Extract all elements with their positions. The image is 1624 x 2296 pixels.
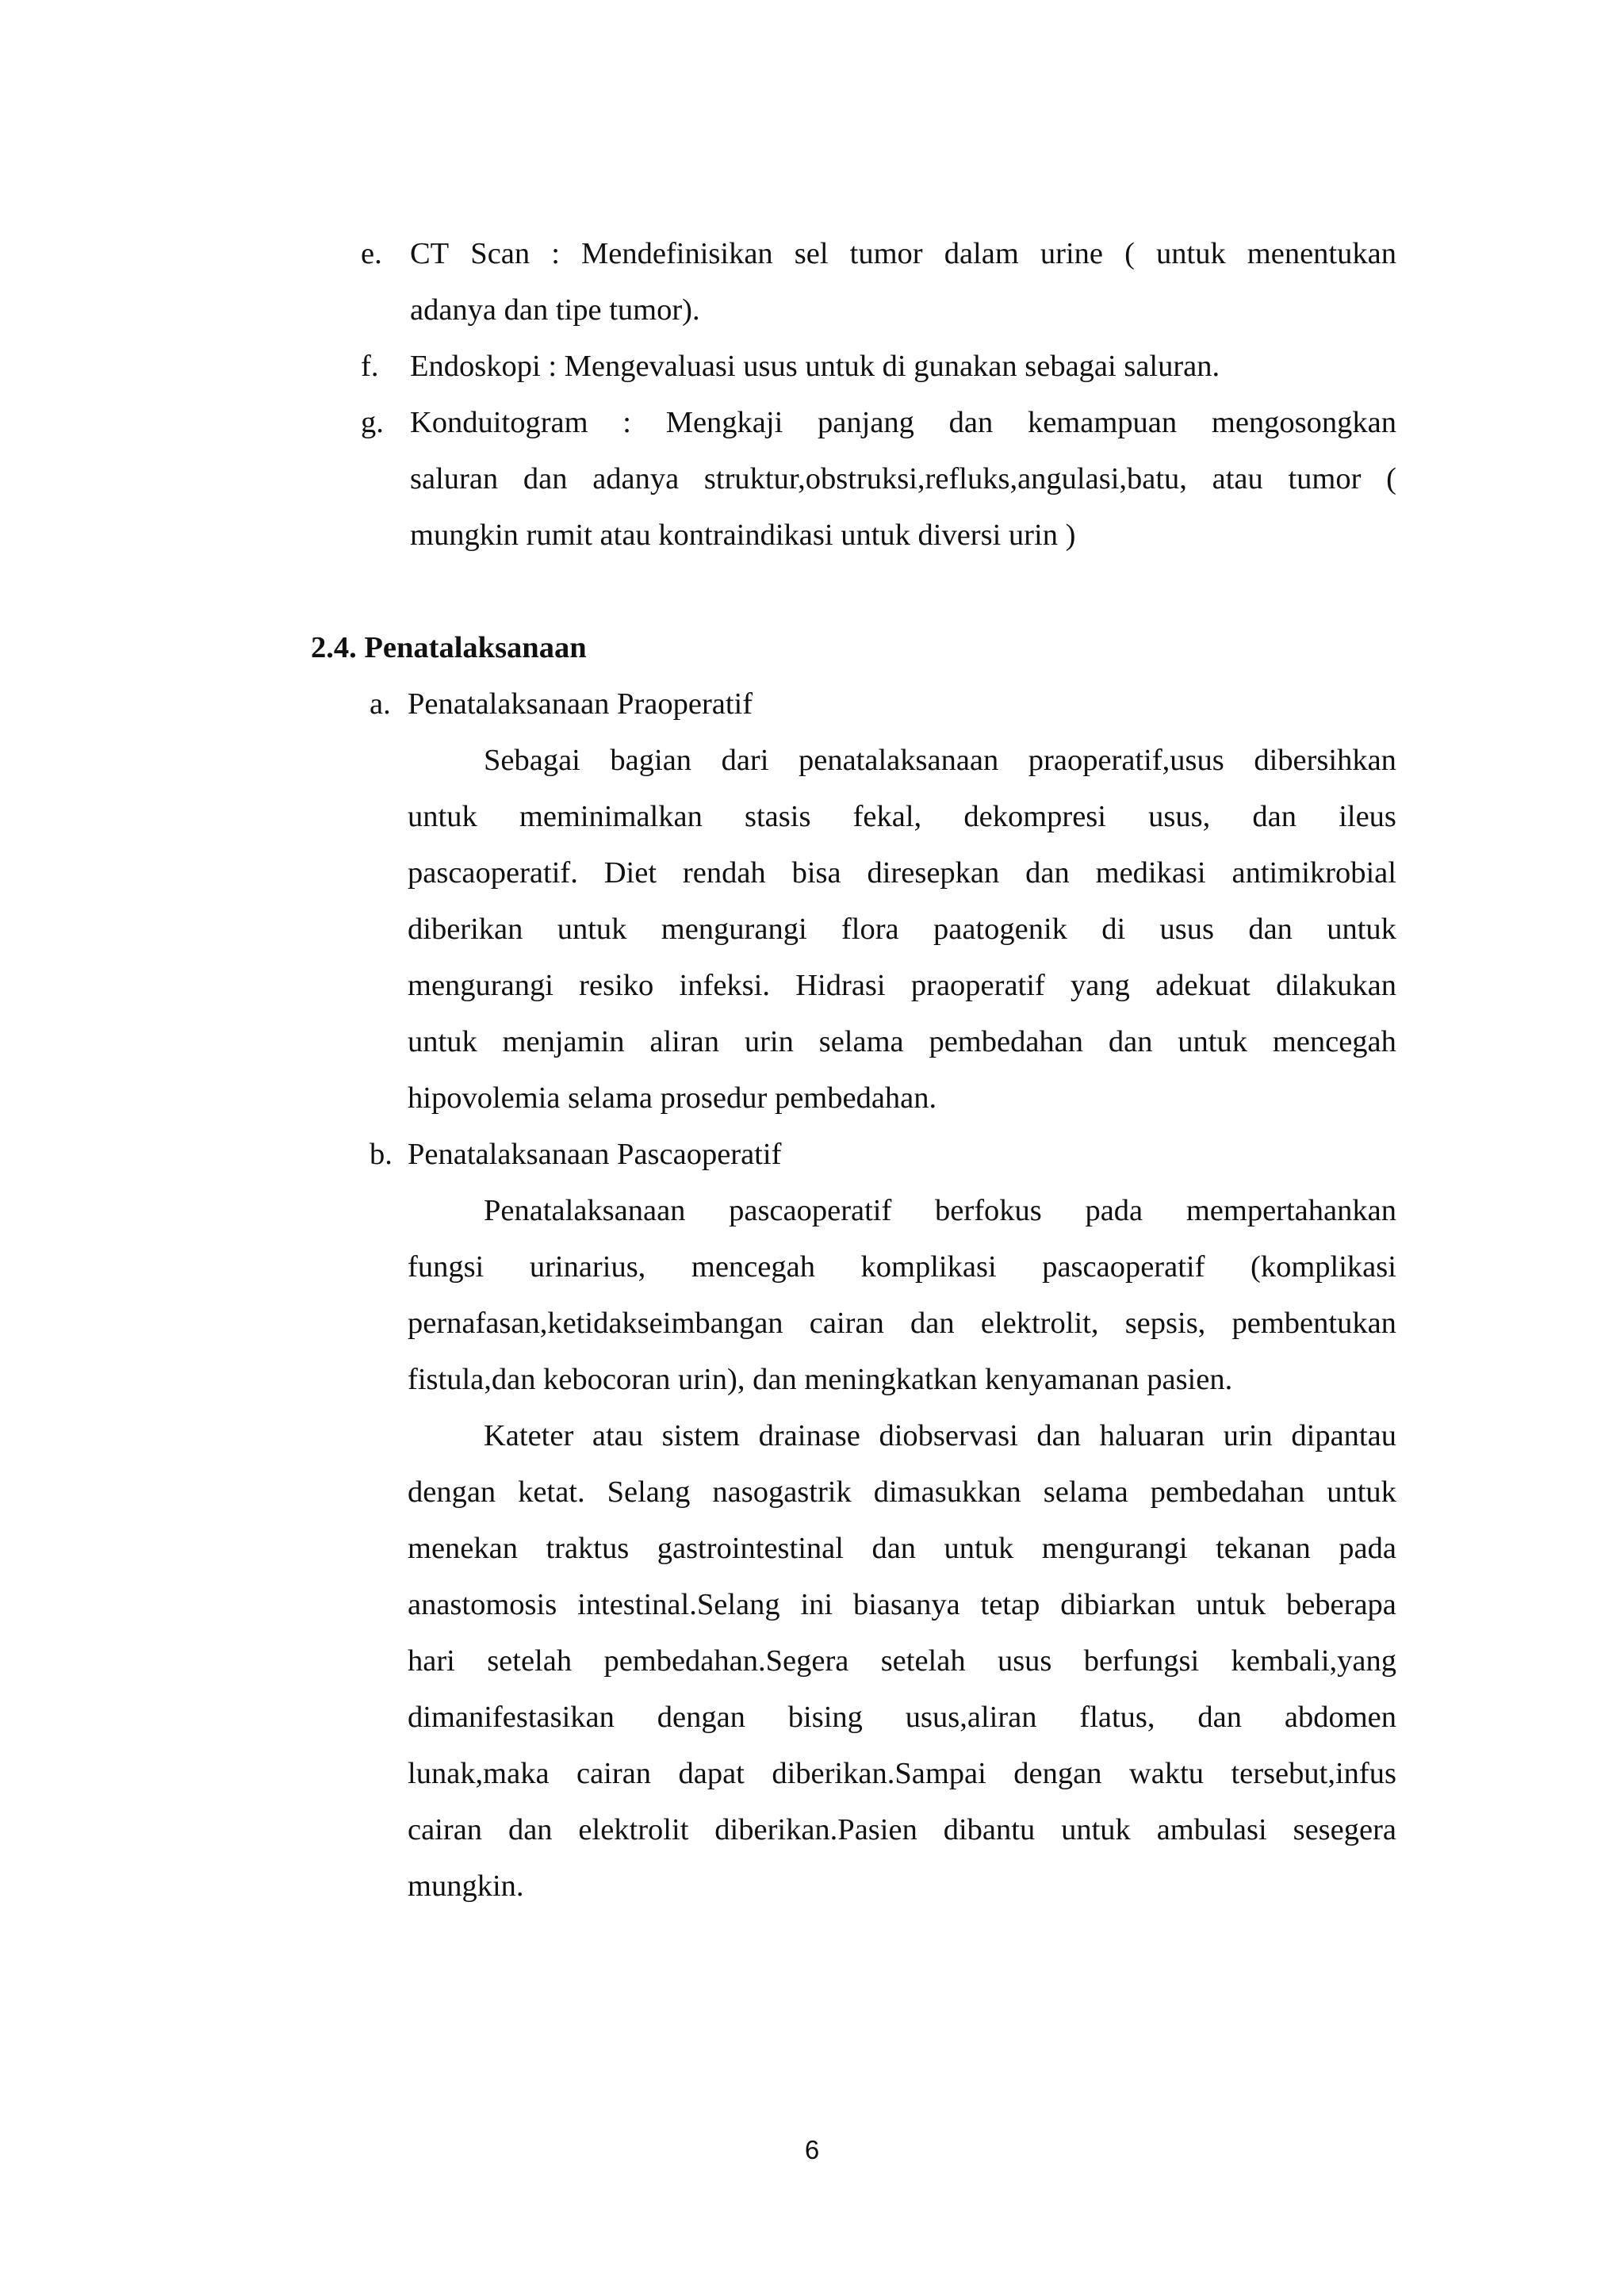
paragraph-b2-line-4 [408,1586,1396,1624]
list-label-e: e. [361,237,382,270]
word: pernafasan,ketidakseimbangan [408,1307,783,1340]
word: berfungsi [1083,1644,1200,1678]
word: Penatalaksanaan [484,1194,686,1227]
word: Mengkaji [665,406,783,439]
word: mencegah [1272,1025,1396,1058]
word: bisa [791,856,841,890]
word: dibersihkan [1254,744,1396,777]
word: antimikrobial [1231,856,1396,890]
word: dimanifestasikan [408,1701,615,1734]
word: diobservasi [879,1419,1018,1452]
subsection-title-b: Penatalaksanaan Pascaoperatif [408,1138,782,1171]
word: gastrointestinal [657,1532,844,1565]
word: nasogastrik [712,1475,852,1509]
word: ( [1124,237,1135,270]
word: dengan [657,1701,745,1734]
word: rendah [682,856,766,890]
word: untuk [944,1532,1014,1565]
word: dan [871,1532,917,1565]
word: elektrolit [578,1813,689,1846]
word: : [622,406,631,439]
word: paatogenik [933,913,1067,946]
word: abdomen [1284,1701,1396,1734]
word: urine [1040,237,1103,270]
word: kemampuan [1027,406,1178,439]
word: untuk [1196,1588,1266,1621]
word: bagian [610,744,692,777]
word: infeksi. [679,969,770,1002]
word: Selang [607,1475,691,1509]
paragraph-b2-line-3 [408,1529,1396,1567]
paragraph-a1-line-1 [484,741,1396,779]
word: dilakukan [1276,969,1396,1002]
word: usus [997,1644,1052,1678]
word: untuk [1156,237,1226,270]
paragraph-b1-line-3 [408,1304,1396,1342]
word: pascaoperatif. [408,856,578,890]
word: dimasukkan [873,1475,1021,1509]
word: usus,aliran [905,1701,1037,1734]
word: diberikan [408,913,523,946]
word: ileus [1339,800,1396,833]
word: adekuat [1155,969,1251,1002]
word: atau [1212,462,1263,496]
word: mempertahankan [1185,1194,1396,1227]
word: kembali,yang [1231,1644,1396,1678]
word: mengosongkan [1211,406,1396,439]
word: Scan [470,237,530,270]
word: (komplikasi [1251,1250,1396,1284]
word: pembedahan [929,1025,1084,1058]
list-item-g-line-2 [410,460,1396,498]
paragraph-b2-line-7 [408,1755,1396,1793]
word: pascaoperatif [1042,1250,1205,1284]
word: berfokus [935,1194,1042,1227]
word: biasanya [852,1588,960,1621]
word: setelah [880,1644,966,1678]
word: selama [1043,1475,1128,1509]
word: ketat. [518,1475,585,1509]
word: Mendefinisikan [581,237,773,270]
word: praoperatif,usus [1028,744,1224,777]
word: Hidrasi [795,969,886,1002]
word: dan [1248,913,1293,946]
paragraph-b2-line-1 [484,1417,1396,1455]
word: bising [787,1701,863,1734]
word: penatalaksanaan [799,744,999,777]
word: beberapa [1285,1588,1396,1621]
word: tetap [980,1588,1040,1621]
word: hari [408,1644,455,1678]
word: untuk [408,1025,477,1058]
word: diberikan.Sampai [772,1757,986,1790]
subsection-label-b: b. [370,1138,393,1171]
word: tekanan [1216,1532,1311,1565]
word: fungsi [408,1250,485,1284]
word: traktus [546,1532,630,1565]
word: tumor [849,237,923,270]
word: pada [1085,1194,1143,1227]
word: dan [1197,1701,1242,1734]
list-item-f-line-1: Endoskopi : Mengevaluasi usus untuk di gunakan sebagai saluran. [410,350,1220,383]
word: Sebagai [484,744,580,777]
word: dan [948,406,994,439]
word: atau [592,1419,644,1452]
word: pembedahan [1150,1475,1305,1509]
word: dalam [944,237,1019,270]
word: mengurangi [408,969,553,1002]
word: dapat [678,1757,745,1790]
word: dengan [408,1475,496,1509]
word: mengurangi [661,913,807,946]
word: usus, [1148,800,1211,833]
word: sepsis, [1124,1307,1206,1340]
list-item-g-line-3: mungkin rumit atau kontraindikasi untuk diversi urin ) [410,519,1076,552]
word: di [1101,913,1126,946]
word: adanya [592,462,680,496]
word: diberikan.Pasien [714,1813,917,1846]
word: intestinal.Selang [577,1588,780,1621]
word: pembentukan [1231,1307,1396,1340]
word: dibantu [943,1813,1036,1846]
word: ini [800,1588,833,1621]
word: resiko [579,969,654,1002]
list-label-g: g. [361,406,384,439]
paragraph-b2-line-5 [408,1642,1396,1680]
word: dan [523,462,568,496]
word: dipantau [1291,1419,1396,1452]
word: : [551,237,560,270]
word: flora [841,913,899,946]
word: cairan [576,1757,652,1790]
subsection-label-a: a. [370,687,391,721]
word: praoperatif [910,969,1045,1002]
word: untuk [1327,913,1396,946]
word: meminimalkan [519,800,703,833]
word: pascaoperatif [729,1194,892,1227]
word: menentukan [1247,237,1396,270]
word: dekompresi [963,800,1106,833]
word: cairan [809,1307,884,1340]
paragraph-a1-line-2 [408,798,1396,836]
word: setelah [487,1644,573,1678]
word: ( [1386,462,1396,496]
word: flatus, [1079,1701,1155,1734]
word: mencegah [691,1250,815,1284]
word: dengan [1013,1757,1102,1790]
word: CT [410,237,450,270]
word: aliran [649,1025,719,1058]
word: Kateter [484,1419,574,1452]
word: tersebut,infus [1231,1757,1396,1790]
list-label-f: f. [361,350,379,383]
list-item-e-line-1 [410,235,1396,273]
word: dari [721,744,769,777]
word: panjang [818,406,914,439]
word: dan [508,1813,553,1846]
section-heading: 2.4. Penatalaksanaan [311,631,587,664]
word: ambulasi [1156,1813,1267,1846]
paragraph-b1-line-1 [484,1192,1396,1230]
word: yang [1071,969,1130,1002]
word: haluaran [1099,1419,1205,1452]
word: struktur,obstruksi,refluks,angulasi,batu, [703,462,1187,496]
word: usus [1159,913,1214,946]
word: untuk [557,913,627,946]
subsection-title-a: Penatalaksanaan Praoperatif [408,687,753,721]
paragraph-a1-line-4 [408,910,1396,948]
word: urin [744,1025,794,1058]
word: untuk [408,800,477,833]
word: untuk [1327,1475,1396,1509]
word: fekal, [852,800,922,833]
word: stasis [745,800,811,833]
word: Diet [603,856,657,890]
word: urinarius, [529,1250,646,1284]
word: komplikasi [860,1250,997,1284]
word: untuk [1061,1813,1131,1846]
paragraph-b2-line-2 [408,1473,1396,1511]
list-item-e-line-2: adanya dan tipe tumor). [410,293,700,327]
word: dan [910,1307,955,1340]
word: waktu [1128,1757,1205,1790]
word: dibiarkan [1060,1588,1176,1621]
word: mengurangi [1041,1532,1188,1565]
list-item-g-line-1 [410,404,1396,442]
paragraph-b1-line-2 [408,1248,1396,1286]
word: drainase [758,1419,860,1452]
paragraph-a1-line-3 [408,854,1396,892]
word: dan [1252,800,1297,833]
word: pada [1339,1532,1396,1565]
paragraph-a1-line-6 [408,1023,1396,1061]
word: menjamin [502,1025,625,1058]
word: sesegera [1293,1813,1396,1846]
word: untuk [1178,1025,1247,1058]
paragraph-b1-line-4: fistula,dan kebocoran urin), dan meningkatkan kenyamanan pasien. [408,1363,1233,1396]
word: elektrolit, [980,1307,1099,1340]
word: sistem [661,1419,741,1452]
word: anastomosis [408,1588,557,1621]
word: saluran [410,462,499,496]
word: menekan [408,1532,518,1565]
word: Konduitogram [410,406,588,439]
paragraph-a1-line-5 [408,966,1396,1004]
word: lunak,maka [408,1757,550,1790]
word: medikasi [1095,856,1206,890]
word: selama [818,1025,904,1058]
word: dan [1036,1419,1082,1452]
paragraph-a1-line-7: hipovolemia selama prosedur pembedahan. [408,1081,937,1115]
paragraph-b2-line-9: mungkin. [408,1869,524,1903]
word: diresepkan [867,856,1000,890]
page-number: 6 [804,2135,820,2164]
word: dan [1025,856,1070,890]
word: urin [1223,1419,1273,1452]
word: cairan [408,1813,483,1846]
paragraph-b2-line-6 [408,1698,1396,1736]
word: sel [794,237,829,270]
word: dan [1108,1025,1153,1058]
word: pembedahan.Segera [603,1644,849,1678]
paragraph-b2-line-8 [408,1811,1396,1849]
word: tumor [1288,462,1362,496]
